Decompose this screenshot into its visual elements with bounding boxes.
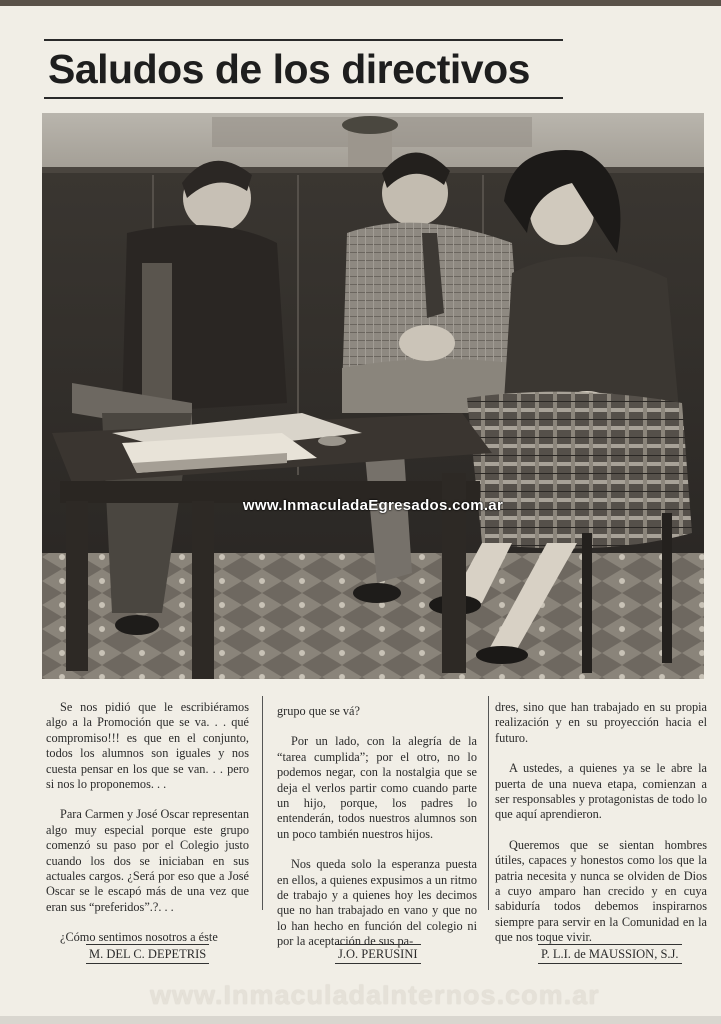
paragraph: Por un lado, con la alegría de la “tarea cumplida”; por el otro, no lo podemos negar, con la nostalgia que se deja el verlos partir como cuando parte un hijo, porque, los padres lo entenderán, todos nuestros alumnos son un poco también nuestros hijos. [277,734,477,841]
paragraph: Se nos pidió que le escribiéramos algo a la Promoción que se va. . . qué compromiso!!! es que en el conjunto, todos los alumnos son iguales y nos cuesta pensar en los que se van. . . pero si nos lo proponemos. . . [46,700,249,792]
paragraph: Queremos que se sientan hombres útiles, capaces y honestos como los que la patria necesita y nunca se olviden de Dios a cuyo amparo han crecido y en cuya sabiduría todos debemos inspirarnos siempre para servir en la Comunidad en la que nos toque vivir. [495,837,707,945]
title-rule-bottom [44,97,563,99]
signature-perusini: J.O. PERUSINI [335,944,421,964]
photo-watermark: www.InmaculadaEgresados.com.ar [242,497,504,514]
page-bottom-edge [0,1016,721,1024]
signature-depetris: M. DEL C. DEPETRIS [86,944,209,964]
signature-maussion: P. L.I. de MAUSSION, S.J. [538,944,682,964]
column-divider-right [488,696,489,910]
directors-photo [42,113,704,679]
footer-watermark: www.InmaculadaInternos.com.ar [150,980,600,1010]
paragraph: Para Carmen y José Oscar representan algo muy especial porque este grupo comenzó su paso por el Colegio justo cuando los dos se iniciaban en sus actuales cargos. ¿Será por eso que a José Oscar se le escapó más de una vez que eran sus “preferidos”.?. . . [46,807,249,914]
article-column-2 [277,704,477,965]
article-column-3 [495,700,707,961]
paragraph: grupo que se vá? [277,704,360,718]
paragraph: A ustedes, a quienes ya se le abre la puerta de una nueva etapa, comienzan a ser responsables y protagonistas de todo lo que aquí aprendieron. [495,761,707,822]
page-title: Saludos de los directivos [48,46,530,92]
column-divider-left [262,696,263,910]
paragraph: ¿Cómo sentimos nosotros a éste [60,930,218,945]
paragraph: Nos queda solo la esperanza puesta en ellos, a quienes expusimos a un ritmo de trabajo y a quienes hoy les decimos que no han trabajado en vano y que no lo han hecho en función del colegio ni por la aceptación de sus pa- [277,857,477,949]
article-column-1 [46,700,249,961]
paragraph: dres, sino que han trabajado en su propia realización y en su proyección hacia el futuro. [495,700,707,745]
page-top-edge [0,0,721,6]
title-rule-top [44,39,563,41]
